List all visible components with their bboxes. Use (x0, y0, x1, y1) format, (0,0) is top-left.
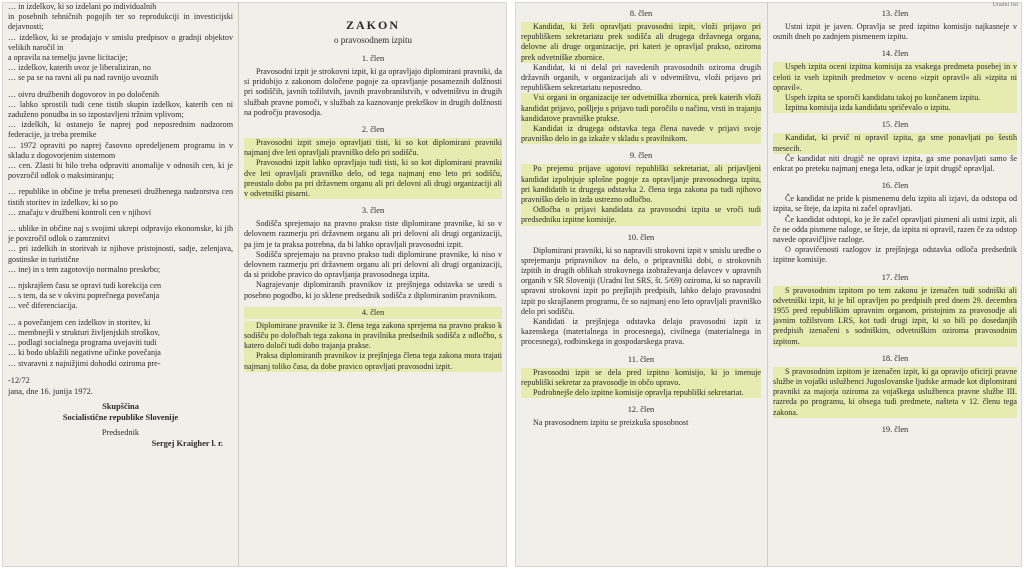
paragraph: Če kandidat ne pride k pismenemu delu izpita ali izjavi, da odstopa od izpita, se šteje, da izpita ni začel opravljati. (773, 194, 1017, 214)
paragraph: … lahko sprostili tudi cene tistih skupin izdelkov, katerih cen ni zaduženo ponudba in so izpostavljeni tržnim vplivom; (8, 99, 233, 120)
paragraph: in posebnih tehničnih pogojih ter so reprodukciji in investicijski dejavnosti; (8, 12, 233, 32)
place-date: jana, dne 16. junija 1972. (8, 386, 93, 396)
paragraph: … se pa se na ravni ali pa nad ravnijo uvoznih (8, 73, 159, 83)
paragraph: Odločba o prijavi kandidata za pravosodni izpita se vroči tudi predsedniku izpitne komisije. (521, 205, 761, 225)
paragraph: Nagrajevanje diplomiranih pravnikov iz prejšnjega odstavka se uredi s posebno pogodbo, ki jo sklene predsednik sodišča z diplomiranim pravnikom. (244, 280, 502, 300)
signatory-role: Predsednik (101, 427, 140, 437)
paragraph: Kandidat iz drugega odstavka tega člena navede v prijavi svoje pravniško delo in ga izkaže v skladu s pravilnikom. (521, 124, 761, 144)
signatory-name: Sergej Kraigher l. r. (151, 438, 223, 448)
paragraph: Vsi organi in organizacije ter odvetniška zbornica, prek katerih vloži kandidat prijavo, pošljejo s prijavo tudi poročilo o načinu, vrsti in trajanju kandidatove pravniške prakse. (521, 93, 761, 123)
article-heading: 18. člen (881, 353, 909, 363)
paragraph: … republike in občine je treba preneseti družbenega nadzorstva cen tistih storitev in izdelkov, ki so po (8, 187, 233, 207)
article-heading: 19. člen (881, 424, 909, 434)
paragraph: … podlagi socialnega programa uvejaviti tudi (8, 338, 157, 348)
paragraph: Kandidati iz prejšnjega odstavka delajo pravosodni izpit iz kazenskega (materialnega in procesnega), civilnega (materialnega in procesnega), rodbinskega in gospodarskega prava. (521, 317, 761, 347)
law-subtitle: o pravosodnem izpitu (334, 35, 412, 45)
paragraph: Sodišča sprejemajo na pravno prakso tiste diplomirane pravnike, ki so v delovnem razmerju pri državnem organu ali pri delovni ali drugi organizaciji, pa jim je ta praksa potrebna, da bi lahko opravljali pravosodni izpit. (244, 219, 502, 249)
paragraph: Izpitna komisija izda kandidatu spričevalo o izpitu. (773, 103, 1017, 113)
article-heading: 17. člen (881, 272, 909, 282)
paragraph: … membnejši v strukturi življenjskih stroškov, (8, 327, 160, 337)
column-divider (767, 2, 768, 567)
article-heading: 10. člen (627, 232, 655, 242)
issuing-body-name: Socialistične republike Slovenije (62, 412, 179, 422)
paragraph: Sodišča sprejemajo na pravno prakso tudi diplomirane pravnike, ki niso v delovnem razmerju pri državnem organu ali pri delovni ali drugi organizaciji, da si pridobe pravico do opravljanja pravosodnega izpita. (244, 249, 502, 280)
paragraph: … značaju v družbeni kontroli cen v njihovi (8, 207, 152, 217)
article-heading: 9. člen (629, 151, 653, 161)
paragraph: Praksa diplomiranih pravnikov iz prejšnjega člena tega zakona mora trajati najmanj toliko časa, da dobe pravico opravljati pravosodni izpit. (244, 351, 502, 371)
article-heading: 16. člen (881, 181, 909, 191)
left-column-1 (8, 2, 233, 567)
paragraph: … izdelkih, ki ostanejo še naprej pod neposrednim nadzorom federacije, ja treba premike (8, 120, 233, 140)
paragraph: Uspeh izpita se sporoči kandidatu takoj po končanem izpitu. (773, 93, 1017, 103)
paragraph: Podrobnejše delo izpitne komisije opravlja republiški sekretariat. (521, 388, 761, 398)
paragraph: … s tem, da se v okviru poprečnega povečanja (8, 291, 160, 301)
paragraph: … izdelkov, katerih uvoz je liberaliziran, no (8, 63, 151, 73)
paragraph: … izdelkov, ki se prodajajo v smislu predpisov o gradnji objektov velikih naročil in (8, 32, 233, 52)
article-heading: 3. člen (361, 206, 385, 216)
paragraph: … a povečanjem cen izdelkov in storitev, ki (8, 317, 151, 327)
paragraph: … oivru družbenih dogovorov in po določenih (8, 89, 160, 99)
paragraph: … ine) in s tem zagotovijo normalno preskrbo; (8, 264, 161, 274)
article-heading: 2. člen (361, 125, 385, 135)
paragraph: Pravosodni izpit je strokovni izpit, ki ga opravljajo diplomirani pravniki, da si pridobijo z zakonom določene pogoje za opravljanje posameznih dolžnosti pri sodiščih, javnih tožilstvih, javnih pravobranilstvih, v odvetništvu in drugih službah pravne pomoči, v službah za kaznovanje prekrškov in drugih dolžnosti na področju pravosodja. (244, 67, 502, 117)
paragraph: Kandidat, ki prvič ni opravil izpita, ga sme ponavljati po šestih mesecih. (773, 133, 1017, 153)
paragraph: Po prejemu prijave ugotovi republiški sekretariat, ali prijavljeni kandidat izpolnjuje splošne pogoje za opravljanje pravosodnega izpita, pri kandidatih iz drugega odstavka 2. člena tega zakona pa tudi njihovo pravniško delo in izda ustrezno odločbo. (521, 164, 761, 205)
article-heading: 13. člen (881, 9, 909, 18)
paragraph: a opravila na temelju javne licitacije; (8, 53, 128, 63)
law-title: ZAKON (345, 18, 400, 32)
issuing-body: Skupščina (102, 401, 139, 411)
paragraph: Ustni izpit je javen. Opravlja se pred izpitno komisijo najkasneje v osmih dneh po zadnjem pismenem izpitu. (773, 22, 1017, 42)
paragraph: … 1972 opraviti po naprej časovno opredeljenem programu in v skladu z dogovorjenim sistemom (8, 140, 233, 160)
paragraph: Pravosodni izpit smejo opravljati tisti, ki so kot diplomirani pravniki najmanj dve leti opravljali pravniško delo pri sodišču. (244, 138, 502, 158)
paragraph: Pravosodni izpit lahko opravljajo tudi tisti, ki so kot diplomirani pravniki dve leti opravljali pravniško delo, od tega najmanj eno leto pri sodišču, preostalo dobo pa pri državnem organu ali pri delovni ali drugi organizaciji ali v odvetniški pisarni. (244, 158, 502, 199)
paragraph: Kandidat, ki želi opravljati pravosodni izpit, vloži prijavo pri republiškem sekretariatu prek sodišča ali drugega državnega organa, delovne ali druge organizacije, pri kateri je opravljal prakso, oziroma prek odvetniške zbornice. (521, 22, 761, 62)
article-heading: 14. člen (881, 49, 909, 59)
paragraph: … ki bodo ublažili negativne učinke povečanja (8, 348, 161, 358)
paragraph: Kandidat, ki ni delal pri navedenih pravosodnih oziroma drugih državnih organih, v organizacijah ali v odvetništvu, vloži prijavo pri republiškem sekretariatu neposredno. (521, 62, 761, 93)
paragraph: Diplomirani pravniki, ki so napravili strokovni izpit v smislu uredbe o sprejemanju pripravnikov na delo, o pripravniški dobi, o strokovnih izpitih in drugih oblikah strokovnega izobraževanja delavcev v upravnih organih v SR Sloveniji (Uradni list SRS, št. 5/69) oziroma, ki so napravili upravni strokovni izpit po prejšnjih predpisih, lahko delajo pravosodni izpit po skrajšanem programu, če so najmanj eno leto opravljali pravniško delo pri sodišču. (521, 245, 761, 316)
paragraph: S pravosodnim izpitom po tem zakonu je izenačen tudi sodniški ali odvetniški izpit, ki je bil opravljen po predpisih pred dnem 29. decembra 1955 pred republiškim upravnim organom, pristojnim za pravosodje ali javnim tožilstvom LRS, kot tudi drugi izpit, ki so bili po dosedanjih predpisih izenačeni s sodniškim, odvetniškim oziroma pravosodnim izpitom. (773, 285, 1017, 346)
article-heading: 8. člen (629, 9, 653, 18)
right-column-1 (521, 2, 761, 567)
paragraph: … in izdelkov, ki so izdelani po individualnih (8, 2, 157, 11)
right-column-2 (773, 2, 1017, 567)
paragraph: … njskrajšem času se opravi tudi korekcija cen (8, 281, 162, 291)
left-column-2 (244, 2, 502, 567)
paragraph: S pravosodnim izpitom je izenačen izpit, ki ga opravijo oficirji pravne službe in vojaški uslužbenci Jugoslovanske ljudske armade kot diplomirani pravniki za majorja oziroma za vojaškega uslužbenca pravne službe III. razreda po programu, ki obsega tudi predmete, našteta v 12. členu tega zakona. (773, 366, 1017, 417)
paragraph: Diplomirane pravnike iz 3. člena tega zakona sprejema na pravno prakso k sodišču po določbah tega zakona in pravilnika predsednik sodišča z odločbo, s katero določi tudi dobo trajanja prakse. (244, 320, 502, 351)
document-number: -12/72 (8, 375, 30, 385)
paragraph: … ublike in občine naj s svojimi ukrepi odpravijo ekonomske, ki jih je povzročil odlok o zamrznitvi (8, 224, 233, 244)
page-header-note: Uradni list (992, 2, 1018, 8)
paragraph: Če kandidat odstopi, ko je že začel opravljati pismeni ali ustni izpit, ali če ne odda pismene naloge, se šteje, da izpita ni opravil, razen če za odstop navede opravičljive razloge. (773, 214, 1017, 245)
article-heading: 12. člen (627, 405, 655, 415)
right-newspaper-page (515, 2, 1022, 567)
column-divider (238, 2, 239, 567)
left-newspaper-page (2, 2, 507, 567)
paragraph: … pri izdelkih in storitvah iz njihove pristojnosti, sadje, zelenjava, gostinske in turistične (8, 244, 233, 264)
article-heading: 4. člen (244, 307, 502, 319)
paragraph: … cen. Zlasti bi bilo treba odpraviti anomalije v odnosih cen, ki je povzročil odlok o maksimiranju; (8, 161, 233, 181)
paragraph: Na pravosodnem izpitu se preizkuša sposobnost (533, 418, 689, 428)
article-heading: 15. člen (881, 120, 909, 130)
paragraph: O opravičenosti razlogov iz prejšnjega odstavka odloča predsednik izpitne komisije. (773, 245, 1017, 265)
paragraph: Če kandidat niti drugič ne opravi izpita, ga sme ponavljati samo še enkrat po preteku najmanj enega leta, odkar je izpit drugič opravljal. (773, 153, 1017, 174)
paragraph: Pravosodni izpit se dela pred izpitno komisijo, ki jo imenuje republiški sekretar za pravosodje in občo upravo. (521, 367, 761, 387)
article-heading: 11. člen (627, 354, 655, 364)
paragraph: … stvaravni z najnižjimi dohodki oziroma pre- (8, 358, 161, 368)
article-heading: 1. člen (361, 54, 385, 63)
paragraph: Uspeh izpita oceni izpitna komisija za vsakega predmeta posebej in v celoti iz vseh izpitnih predmetov v oceno »izpit opravil« ali »izpita ni opravil«. (773, 62, 1017, 92)
paragraph: … več diferenciacija. (8, 301, 78, 311)
